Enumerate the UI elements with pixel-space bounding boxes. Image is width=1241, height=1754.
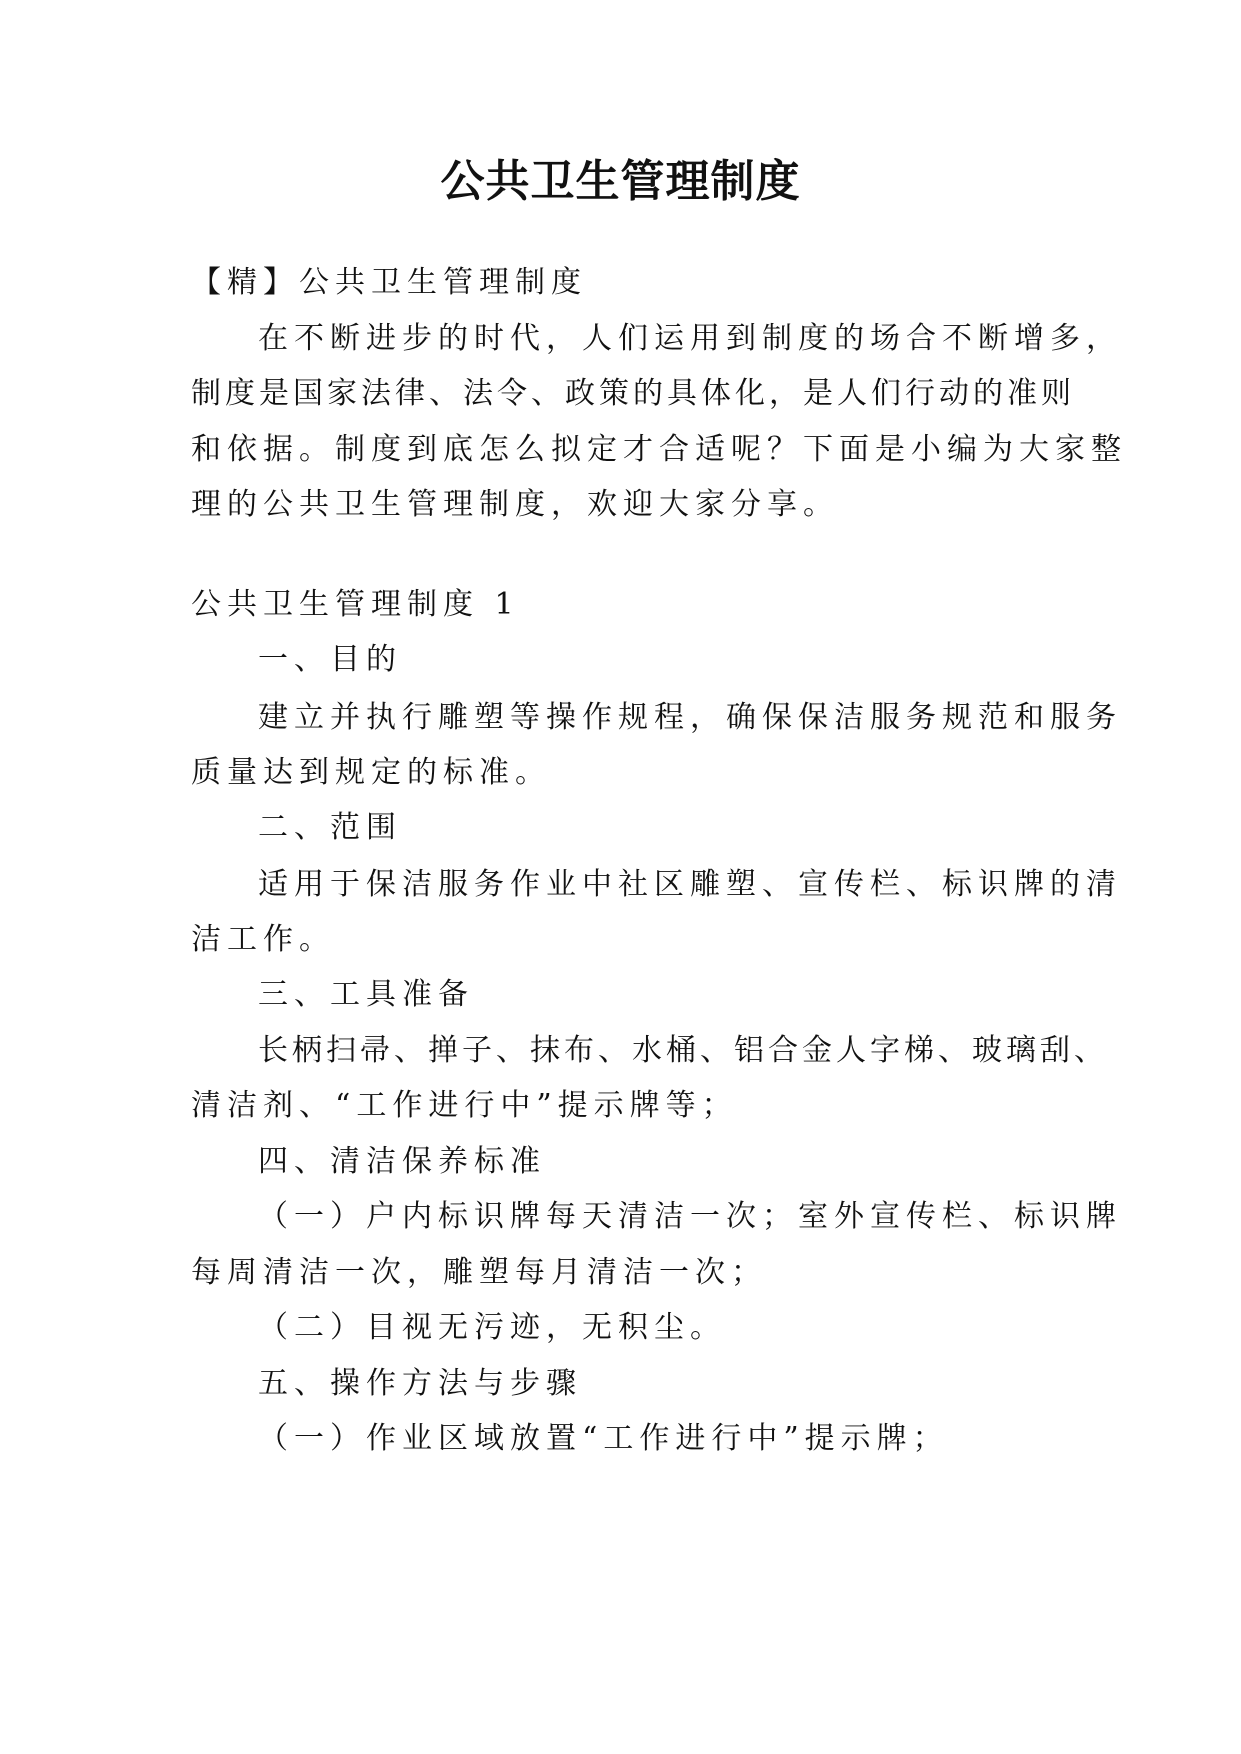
- body-line: 长柄扫帚、掸子、抹布、水桶、铝合金人字梯、玻璃刮、: [258, 1033, 1108, 1068]
- body-line: （一）户内标识牌每天清洁一次；室外宣传栏、标识牌: [258, 1199, 1122, 1234]
- body-line: 三、工具准备: [258, 977, 474, 1012]
- body-line: 建立并执行雕塑等操作规程，确保保洁服务规范和服务: [258, 700, 1122, 735]
- intro-line-4: 理的公共卫生管理制度，欢迎大家分享。: [191, 487, 839, 522]
- intro-line-1: 在不断进步的时代，人们运用到制度的场合不断增多，: [258, 321, 1122, 356]
- document-title: 公共卫生管理制度: [440, 156, 801, 207]
- body-line: 清洁剂、“工作进行中”提示牌等；: [191, 1088, 738, 1123]
- body-line: 二、范围: [258, 810, 402, 845]
- body-line: 五、操作方法与步骤: [258, 1366, 582, 1401]
- body-line: 四、清洁保养标准: [258, 1144, 546, 1179]
- body-line: （一）作业区域放置“工作进行中”提示牌；: [258, 1421, 949, 1456]
- section-heading: 公共卫生管理制度 1: [191, 587, 520, 622]
- body-line: 每周清洁一次，雕塑每月清洁一次；: [191, 1255, 767, 1290]
- body-line: 洁工作。: [191, 922, 335, 957]
- body-line: 质量达到规定的标准。: [191, 755, 551, 790]
- body-line: （二）目视无污迹，无积尘。: [258, 1310, 726, 1345]
- body-line: 一、目的: [258, 642, 402, 677]
- intro-line-2: 制度是国家法律、法令、政策的具体化，是人们行动的准则: [191, 376, 1075, 411]
- document-subtitle: 【精】公共卫生管理制度: [191, 265, 587, 300]
- body-line: 适用于保洁服务作业中社区雕塑、宣传栏、标识牌的清: [258, 867, 1122, 902]
- intro-line-3: 和依据。制度到底怎么拟定才合适呢？下面是小编为大家整: [191, 432, 1127, 467]
